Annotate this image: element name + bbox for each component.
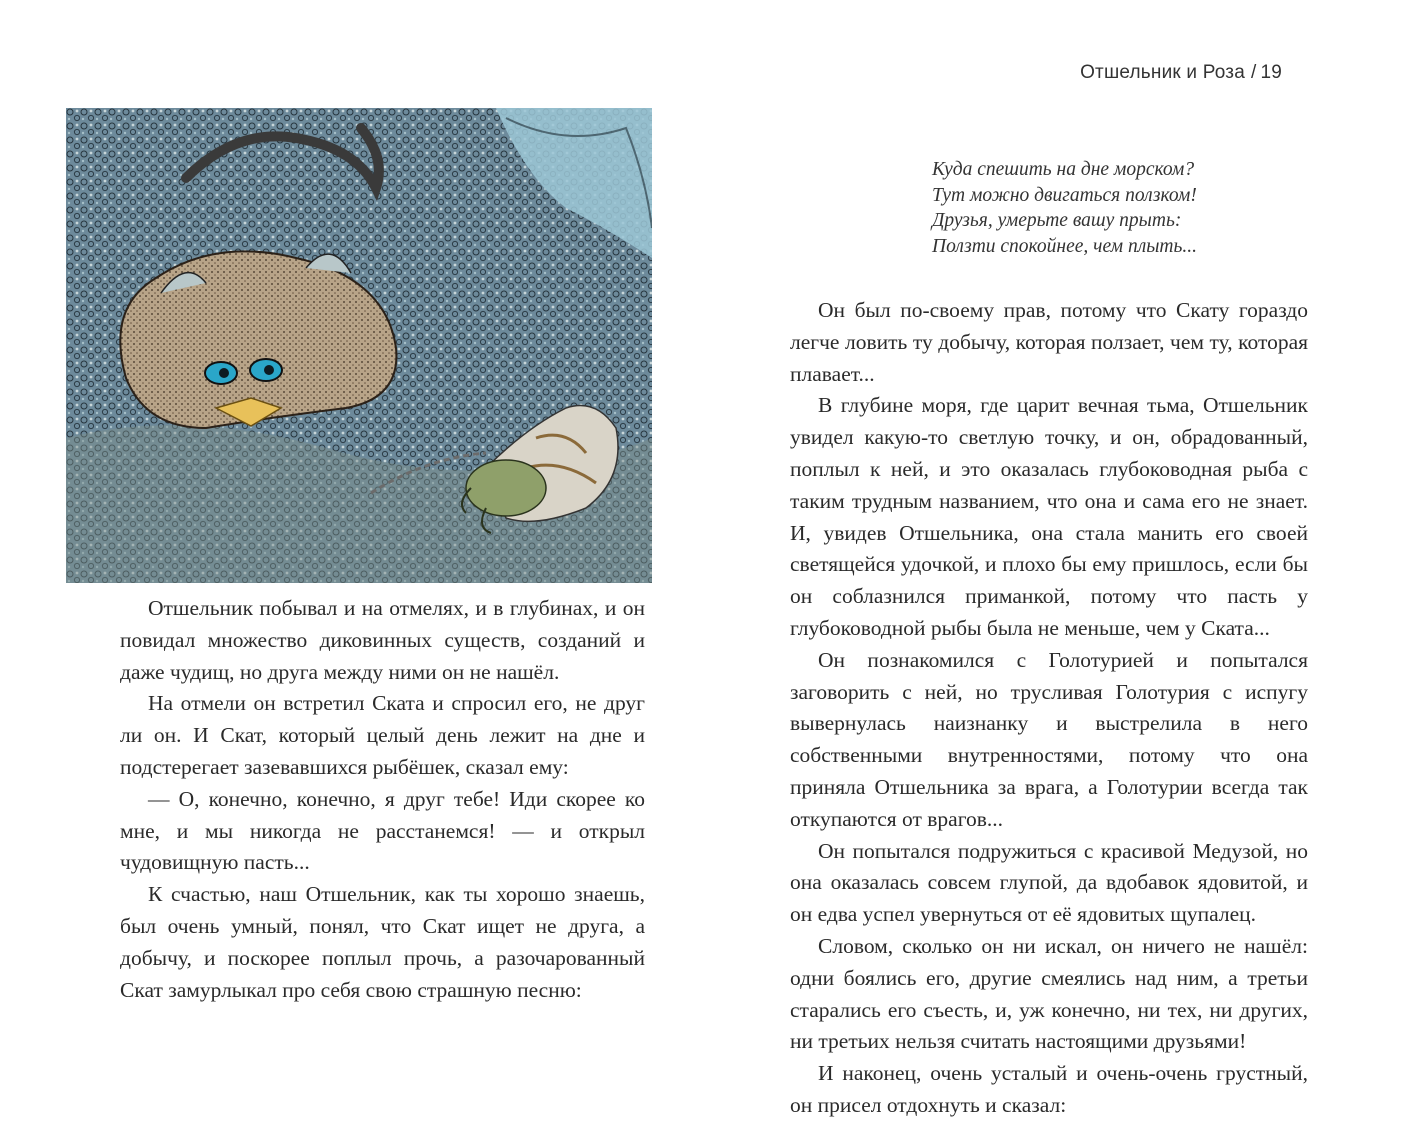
page-number: 19 — [1260, 62, 1282, 83]
right-paragraph-1: Он был по-своему прав, потому что Скату гораздо легче ловить ту добычу, которая ползает, чем ту, которая плавает... — [790, 298, 1308, 386]
left-paragraph-4: К счастью, наш Отшельник, как ты хорошо знаешь, был очень умный, понял, что Скат ищет не друга, а добычу, и поскорее поплыл прочь, а разочарованный Скат замурлыкал про себя свою страшную песню: — [120, 882, 645, 1002]
running-head — [1080, 62, 1282, 84]
left-paragraph-3: — О, конечно, конечно, я друг тебе! Иди скорее ко мне, и мы никогда не расстанемся! — и открыл чудовищную пасть... — [120, 786, 645, 875]
left-page — [0, 0, 706, 1080]
right-paragraph-4: Он попытался подружиться с красивой Медузой, но она оказалась совсем глупой, да вдобавок ядовитой, и он едва успел увернуться от её ядовитых щупалец. — [790, 838, 1308, 927]
header-separator: / — [1250, 62, 1257, 83]
right-page-text — [790, 295, 1308, 1122]
ray-song-poem — [932, 157, 1332, 259]
sea-floor-illustration-icon — [66, 108, 652, 583]
right-paragraph-3: Он познакомился с Голотурией и попытался заговорить с ней, но трусливая Голотурия с испугу вывернулась наизнанку и выстрелила в него собственными внутренностями, потому что она приняла Отшельника за врага, а Голотурии всегда так откупаются от врагов... — [790, 647, 1308, 831]
left-page-text — [120, 593, 645, 1006]
ray-and-hermit-illustration — [66, 108, 652, 583]
left-paragraph-1: Отшельник побывал и на отмелях, и в глубинах, и он повидал множество диковинных существ, созданий и даже чудищ, но друга между ними он не нашёл. — [120, 596, 645, 684]
right-paragraph-2: В глубине моря, где царит вечная тьма, Отшельник увидел какую-то светлую точку, и он, обрадованный, поплыл к ней, и это оказалась глубоководная рыба с таким трудным названием, что она и сама его не знает. И, увидев Отшельника, она стала манить его своей светящейся удочкой, и плохо бы ему пришлось, если бы он соблазнился приманкой, потому что пасть у глубоководной рыбы была не меньше, чем у Ската... — [790, 393, 1308, 640]
right-paragraph-6: И наконец, очень усталый и очень-очень грустный, он присел отдохнуть и сказал: — [790, 1061, 1308, 1117]
right-page — [706, 0, 1413, 1117]
poem-line-4: Ползти спокойнее, чем плыть... — [932, 235, 1198, 257]
chapter-title: Отшельник и Роза — [1080, 62, 1245, 83]
left-paragraph-2: На отмели он встретил Ската и спросил его, не друг ли он. И Скат, который целый день лежит на дне и подстерегает зазевавшихся рыбёшек, сказал ему: — [120, 691, 645, 779]
right-paragraph-5: Словом, сколько он ни искал, он ничего не нашёл: одни боялись его, другие смеялись над ним, а третьи старались его съесть, и, уж конечно, ни тех, ни других, ни третьих нельзя считать настоящими друзьями! — [790, 933, 1308, 1054]
poem-line-1: Куда спешить на дне морском? — [932, 159, 1195, 180]
poem-line-2: Тут можно двигаться ползком! — [932, 184, 1197, 206]
poem-line-3: Друзья, умерьте вашу прыть: — [932, 210, 1182, 231]
